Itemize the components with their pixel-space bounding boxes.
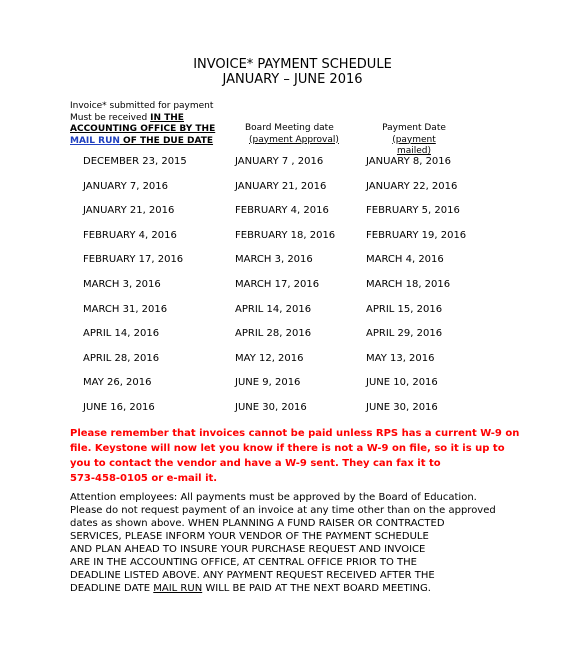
payment-date-cell: JUNE 10, 2016	[366, 377, 438, 389]
header-left-emphasis: IN THE	[150, 112, 184, 123]
board-meeting-cell: FEBRUARY 18, 2016	[235, 229, 336, 241]
attention-line: SERVICES, PLEASE INFORM YOUR VENDOR OF THE PAYMENT SCHEDULE	[70, 531, 429, 542]
header-left-line3: ACCOUNTING OFFICE BY THE	[70, 124, 216, 135]
attention-line8-prefix: DEADLINE DATE	[70, 583, 154, 594]
header-right-line1: Payment Date	[382, 123, 446, 133]
due-date-cell: JANUARY 21, 2016	[83, 205, 175, 217]
payment-date-cell: FEBRUARY 5, 2016	[366, 205, 460, 217]
board-meeting-cell: JANUARY 21, 2016	[235, 180, 327, 192]
attention-line: Please do not request payment of an invoice at any time other than on the approved	[70, 505, 496, 516]
payment-date-cell: APRIL 29, 2016	[366, 328, 443, 340]
attention-line	[70, 582, 540, 595]
board-meeting-cell: JANUARY 7 , 2016	[235, 156, 324, 167]
due-date-cell: MAY 26, 2016	[83, 377, 152, 389]
attention-line: DEADLINE LISTED ABOVE. ANY PAYMENT REQUEST RECEIVED AFTER THE	[70, 570, 435, 581]
payment-date-cell: MARCH 4, 2016	[366, 254, 444, 266]
mail-run-link[interactable]: MAIL RUN	[70, 135, 120, 146]
board-meeting-cell: MARCH 17, 2016	[235, 279, 320, 290]
board-meeting-cell: JUNE 30, 2016	[235, 402, 307, 413]
header-right-line2: (payment mailed)	[392, 134, 436, 157]
attention-notice	[70, 491, 540, 595]
board-meeting-cell: APRIL 28, 2016	[235, 328, 312, 340]
w9-notice	[70, 426, 540, 486]
attention-line: AND PLAN AHEAD TO INSURE YOUR PURCHASE REQUEST AND INVOICE	[70, 544, 426, 555]
payment-date-cell: JUNE 30, 2016	[366, 402, 438, 413]
header-left-line4-rest: OF THE DUE DATE	[119, 135, 214, 146]
header-mid-line2: (payment Approval)	[249, 134, 339, 145]
due-date-cell: APRIL 28, 2016	[83, 352, 160, 364]
due-date-cell: JANUARY 7, 2016	[83, 180, 169, 192]
header-left-line4	[70, 136, 240, 148]
due-date-cell: MARCH 3, 2016	[83, 279, 161, 290]
payment-date-cell: JANUARY 8, 2016	[366, 156, 452, 167]
due-date-cell: FEBRUARY 4, 2016	[83, 229, 177, 241]
due-date-cell: DECEMBER 23, 2015	[83, 156, 187, 167]
column-header-board-meeting	[245, 123, 339, 146]
attention-line8-rest: WILL BE PAID AT THE NEXT BOARD MEETING.	[202, 583, 431, 594]
due-date-cell: APRIL 14, 2016	[83, 328, 160, 340]
payment-date-cell: MARCH 18, 2016	[366, 279, 451, 290]
w9-notice-line: Please remember that invoices cannot be paid unless RPS has a current W-9 on	[70, 428, 520, 439]
attention-mail-run: MAIL RUN	[153, 583, 203, 594]
board-meeting-cell: JUNE 9, 2016	[235, 377, 301, 389]
page-subtitle: JANUARY – JUNE 2016	[222, 72, 363, 87]
payment-date-cell: JANUARY 22, 2016	[366, 180, 458, 192]
due-date-cell: FEBRUARY 17, 2016	[83, 254, 184, 266]
payment-date-cell: FEBRUARY 19, 2016	[366, 229, 467, 241]
w9-notice-line: you to contact the vendor and have a W-9 sent. They can fax it to	[70, 458, 441, 469]
attention-line: Attention employees: All payments must be approved by the Board of Education.	[70, 492, 477, 503]
attention-line: ARE IN THE ACCOUNTING OFFICE, AT CENTRAL OFFICE PRIOR TO THE	[70, 557, 417, 568]
board-meeting-cell: MAY 12, 2016	[235, 352, 304, 364]
header-left-line2	[70, 113, 240, 125]
attention-line: dates as shown above. WHEN PLANNING A FUND RAISER OR CONTRACTED	[70, 518, 445, 529]
column-header-payment-date	[376, 123, 452, 158]
header-left-line2-prefix: Must be received	[70, 112, 151, 123]
header-left-line1: Invoice* submitted for payment	[70, 101, 214, 111]
board-meeting-cell: MARCH 3, 2016	[235, 254, 313, 266]
w9-notice-line: 573-458-0105 or e-mail it.	[70, 473, 218, 484]
header-mid-line1: Board Meeting date	[245, 123, 334, 133]
due-date-cell: MARCH 31, 2016	[83, 303, 168, 315]
board-meeting-cell: FEBRUARY 4, 2016	[235, 205, 329, 217]
board-meeting-cell: APRIL 14, 2016	[235, 303, 312, 315]
w9-notice-line: file. Keystone will now let you know if there is not a W-9 on file, so it is up to	[70, 443, 505, 454]
page-title: INVOICE* PAYMENT SCHEDULE	[193, 57, 392, 72]
due-date-cell: JUNE 16, 2016	[83, 402, 155, 413]
payment-date-cell: APRIL 15, 2016	[366, 303, 443, 315]
column-header-submission	[70, 101, 240, 147]
payment-date-cell: MAY 13, 2016	[366, 352, 435, 364]
